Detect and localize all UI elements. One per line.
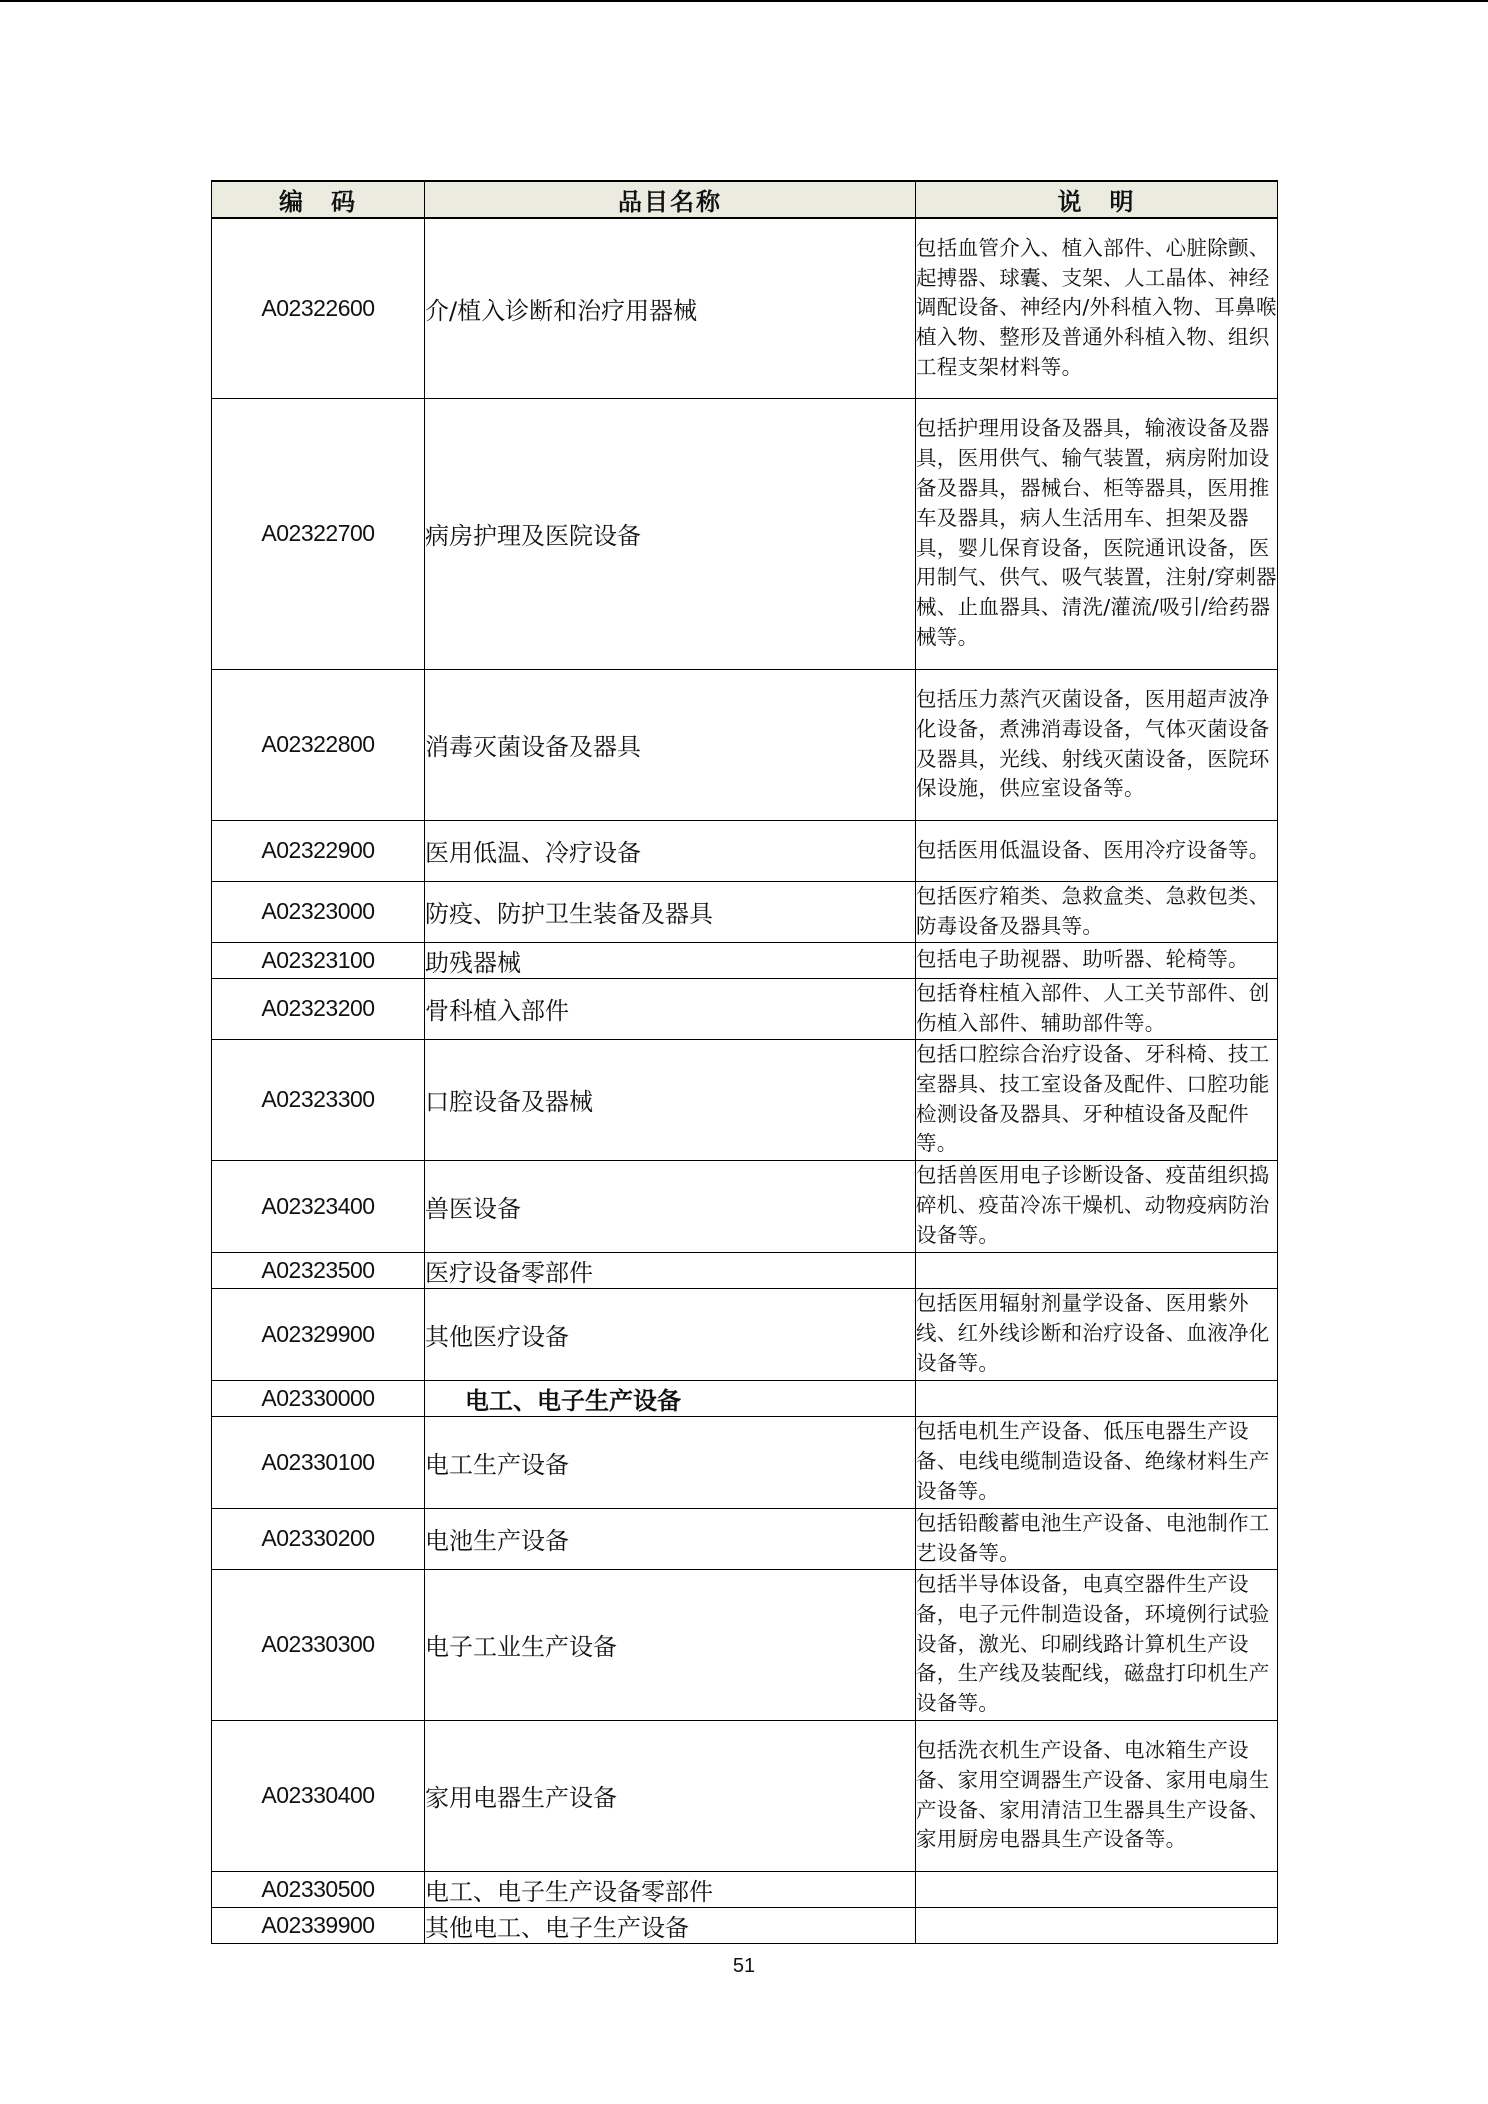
row-code: A02323400 [212, 1160, 425, 1252]
row-code: A02323000 [212, 881, 425, 942]
row-desc [916, 1252, 1278, 1288]
row-desc: 包括电子助视器、助听器、轮椅等。 [916, 942, 1278, 978]
row-desc [916, 1871, 1278, 1907]
row-name: 其他电工、电子生产设备 [425, 1907, 916, 1943]
row-desc [916, 1907, 1278, 1943]
table-row [212, 1160, 1278, 1252]
row-name: 防疫、防护卫生装备及器具 [425, 881, 916, 942]
row-name: 病房护理及医院设备 [425, 398, 916, 669]
row-name: 电工生产设备 [425, 1416, 916, 1508]
row-code: A02323500 [212, 1252, 425, 1288]
row-desc: 包括护理用设备及器具，输液设备及器具，医用供气、输气装置，病房附加设备及器具，器械台、柜等器具，医用推车及器具，病人生活用车、担架及器具，婴儿保育设备，医院通讯设备，医用制气、供气、吸气装置，注射/穿刺器械、止血器具、清洗/灌流/吸引/给药器械等。 [916, 398, 1278, 669]
table-row [212, 1508, 1278, 1569]
table-row [212, 218, 1278, 398]
row-name: 电子工业生产设备 [425, 1569, 916, 1720]
row-name: 介/植入诊断和治疗用器械 [425, 218, 916, 398]
row-desc: 包括血管介入、植入部件、心脏除颤、起搏器、球囊、支架、人工晶体、神经调配设备、神经内/外科植入物、耳鼻喉植入物、整形及普通外科植入物、组织工程支架材料等。 [916, 218, 1278, 398]
table-row [212, 1416, 1278, 1508]
row-name: 消毒灭菌设备及器具 [425, 669, 916, 820]
row-desc: 包括电机生产设备、低压电器生产设备、电线电缆制造设备、绝缘材料生产设备等。 [916, 1416, 1278, 1508]
row-desc [916, 1380, 1278, 1416]
row-name: 电工、电子生产设备 [425, 1380, 916, 1416]
row-name: 医疗设备零部件 [425, 1252, 916, 1288]
catalog-table [211, 180, 1278, 1944]
row-name: 医用低温、冷疗设备 [425, 820, 916, 881]
row-code: A02330200 [212, 1508, 425, 1569]
header-name: 品目名称 [425, 181, 916, 218]
row-desc: 包括医用低温设备、医用冷疗设备等。 [916, 820, 1278, 881]
header-desc: 说 明 [916, 181, 1278, 218]
table-row [212, 1288, 1278, 1380]
row-desc: 包括铅酸蓄电池生产设备、电池制作工艺设备等。 [916, 1508, 1278, 1569]
table-row [212, 1252, 1278, 1288]
table-row [212, 398, 1278, 669]
page-top-border [0, 0, 1488, 2]
row-desc: 包括医用辐射剂量学设备、医用紫外线、红外线诊断和治疗设备、血液净化设备等。 [916, 1288, 1278, 1380]
row-code: A02322700 [212, 398, 425, 669]
row-code: A02322800 [212, 669, 425, 820]
table-row [212, 1039, 1278, 1160]
row-name: 电工、电子生产设备零部件 [425, 1871, 916, 1907]
table-row [212, 1569, 1278, 1720]
row-name: 家用电器生产设备 [425, 1720, 916, 1871]
row-code: A02330300 [212, 1569, 425, 1720]
row-name: 兽医设备 [425, 1160, 916, 1252]
row-code: A02329900 [212, 1288, 425, 1380]
row-name: 口腔设备及器械 [425, 1039, 916, 1160]
table-row [212, 942, 1278, 978]
table-row [212, 669, 1278, 820]
row-code: A02323300 [212, 1039, 425, 1160]
row-name: 骨科植入部件 [425, 978, 916, 1039]
table-body [212, 218, 1278, 1943]
row-name: 助残器械 [425, 942, 916, 978]
row-code: A02330400 [212, 1720, 425, 1871]
row-desc: 包括脊柱植入部件、人工关节部件、创伤植入部件、辅助部件等。 [916, 978, 1278, 1039]
row-desc: 包括压力蒸汽灭菌设备，医用超声波净化设备，煮沸消毒设备，气体灭菌设备及器具，光线、射线灭菌设备，医院环保设施，供应室设备等。 [916, 669, 1278, 820]
row-code: A02322900 [212, 820, 425, 881]
table-row [212, 1720, 1278, 1871]
row-code: A02339900 [212, 1907, 425, 1943]
row-code: A02330000 [212, 1380, 425, 1416]
row-desc: 包括兽医用电子诊断设备、疫苗组织捣碎机、疫苗冷冻干燥机、动物疫病防治设备等。 [916, 1160, 1278, 1252]
table-row [212, 1871, 1278, 1907]
header-code: 编 码 [212, 181, 425, 218]
row-desc: 包括口腔综合治疗设备、牙科椅、技工室器具、技工室设备及配件、口腔功能检测设备及器具、牙种植设备及配件等。 [916, 1039, 1278, 1160]
row-code: A02330500 [212, 1871, 425, 1907]
header-row [212, 181, 1278, 218]
row-desc: 包括医疗箱类、急救盒类、急救包类、防毒设备及器具等。 [916, 881, 1278, 942]
row-code: A02323100 [212, 942, 425, 978]
row-code: A02322600 [212, 218, 425, 398]
table-header [212, 181, 1278, 218]
table-row [212, 1907, 1278, 1943]
table-row [212, 978, 1278, 1039]
table-row [212, 881, 1278, 942]
table-row [212, 1380, 1278, 1416]
row-code: A02323200 [212, 978, 425, 1039]
page-number: 51 [732, 1955, 756, 1977]
row-name: 电池生产设备 [425, 1508, 916, 1569]
row-desc: 包括半导体设备，电真空器件生产设备，电子元件制造设备，环境例行试验设备，激光、印刷线路计算机生产设备，生产线及装配线，磁盘打印机生产设备等。 [916, 1569, 1278, 1720]
row-name: 其他医疗设备 [425, 1288, 916, 1380]
table-row [212, 820, 1278, 881]
row-code: A02330100 [212, 1416, 425, 1508]
row-desc: 包括洗衣机生产设备、电冰箱生产设备、家用空调器生产设备、家用电扇生产设备、家用清洁卫生器具生产设备、家用厨房电器具生产设备等。 [916, 1720, 1278, 1871]
